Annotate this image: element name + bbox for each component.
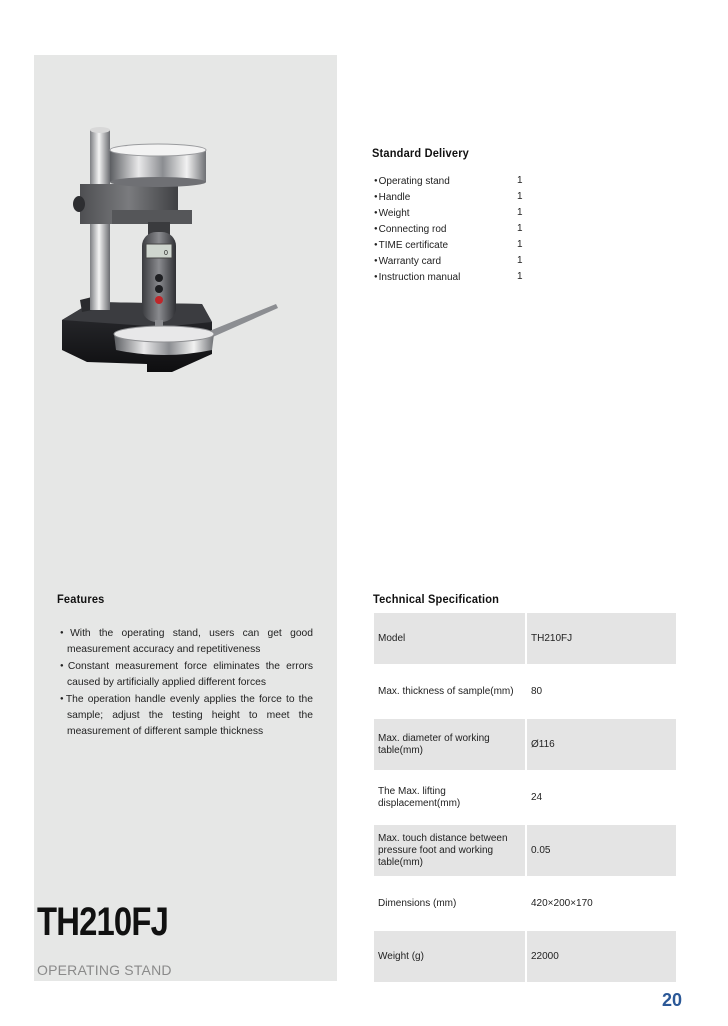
list-item: ● The operation handle evenly applies the force to the sample; adjust the testing height to meet the measurement of different sample thickness <box>60 691 313 740</box>
item-qty: 1 <box>517 271 523 282</box>
table-row <box>374 718 676 771</box>
bullet-icon: ● <box>374 258 378 264</box>
item-name: Connecting rod <box>378 224 447 235</box>
item-qty: 1 <box>517 207 523 218</box>
spec-value: 24 <box>526 771 676 824</box>
item-name: Handle <box>378 192 411 203</box>
list-item <box>374 253 534 269</box>
list-item <box>374 205 534 221</box>
spec-value: TH210FJ <box>526 613 676 665</box>
list-item <box>374 173 534 189</box>
spec-label: Weight (g) <box>374 930 526 983</box>
bullet-icon: ● <box>374 226 378 232</box>
bullet-icon: ● <box>374 242 378 248</box>
table-row <box>374 824 676 877</box>
bullet-icon: ● <box>374 274 378 280</box>
features-list <box>60 625 313 740</box>
spec-value: 80 <box>526 665 676 718</box>
spec-label: Dimensions (mm) <box>374 877 526 930</box>
features-title: Features <box>57 592 105 606</box>
product-photo <box>52 72 282 402</box>
table-row <box>374 665 676 718</box>
bullet-icon: ● <box>374 178 378 184</box>
spec-label: Max. thickness of sample(mm) <box>374 665 526 718</box>
list-item <box>374 237 534 253</box>
item-qty: 1 <box>517 191 523 202</box>
gauge-reading: 0 <box>164 250 168 257</box>
spec-value: Ø116 <box>526 718 676 771</box>
item-qty: 1 <box>517 223 523 234</box>
spec-value: 22000 <box>526 930 676 983</box>
item-name: Warranty card <box>378 256 442 267</box>
table-row <box>374 613 676 665</box>
item-name: Instruction manual <box>378 272 461 283</box>
spec-value: 420×200×170 <box>526 877 676 930</box>
item-name: TIME certificate <box>378 240 449 251</box>
spec-table <box>374 613 676 984</box>
product-subtitle: OPERATING STAND <box>37 962 172 978</box>
product-title: TH210FJ <box>37 900 168 944</box>
list-item: ● Constant measurement force eliminates the errors caused by artificially applied different forces <box>60 658 313 691</box>
item-qty: 1 <box>517 255 523 266</box>
item-qty: 1 <box>517 175 523 186</box>
delivery-list <box>374 173 534 285</box>
bullet-icon: ● <box>374 210 378 216</box>
item-name: Weight <box>378 208 410 219</box>
table-row <box>374 877 676 930</box>
spec-label: The Max. lifting displacement(mm) <box>374 771 526 824</box>
spec-title: Technical Specification <box>373 592 500 606</box>
list-item <box>374 221 534 237</box>
table-row <box>374 771 676 824</box>
spec-label: Max. diameter of working table(mm) <box>374 718 526 771</box>
item-name: Operating stand <box>378 176 450 187</box>
spec-label: Model <box>374 613 526 665</box>
page-number: 20 <box>661 990 682 1010</box>
list-item <box>374 189 534 205</box>
spec-value: 0.05 <box>526 824 676 877</box>
table-row <box>374 930 676 983</box>
item-qty: 1 <box>517 239 523 250</box>
spec-label: Max. touch distance between pressure foot and working table(mm) <box>374 824 526 877</box>
list-item <box>374 269 534 285</box>
delivery-title: Standard Delivery <box>372 146 470 160</box>
bullet-icon: ● <box>374 194 378 200</box>
list-item: ● With the operating stand, users can get good measurement accuracy and repetitiveness <box>60 625 313 658</box>
